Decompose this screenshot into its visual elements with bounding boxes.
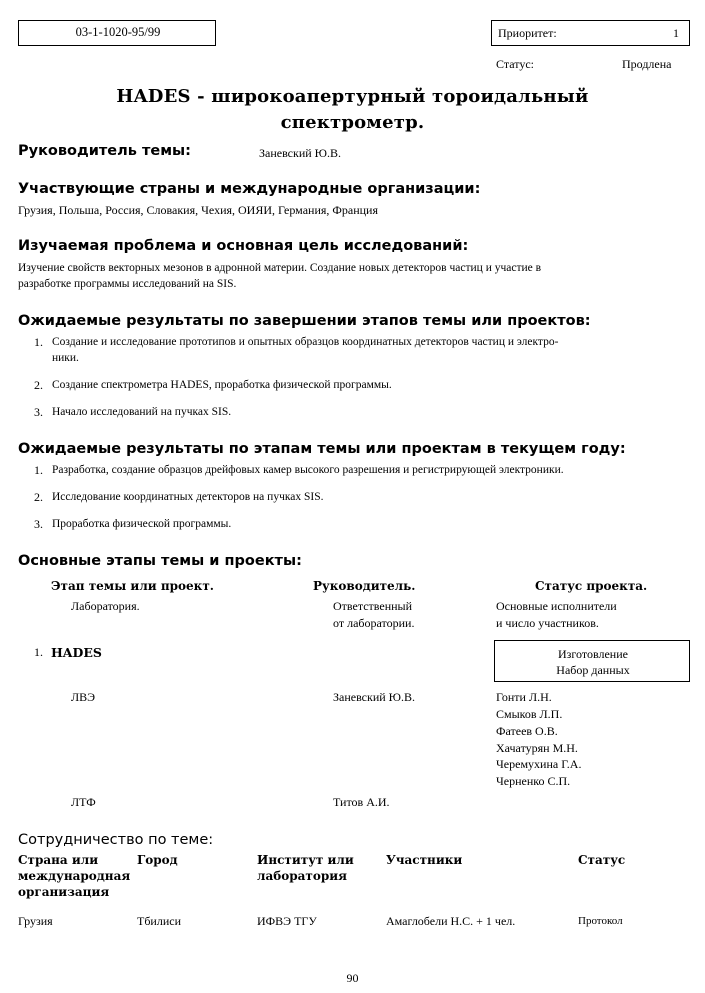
status-value: Продлена — [622, 57, 672, 71]
problem-heading: Изучаемая проблема и основная цель исследований: — [18, 238, 469, 254]
coop-col-city: Город — [137, 853, 178, 867]
project-status-line2: Набор данных — [556, 663, 630, 677]
coop-col-participants: Участники — [386, 853, 463, 867]
project-name: HADES — [51, 645, 102, 660]
coop-row-participants: Амаглобели Н.С. + 1 чел. — [386, 914, 516, 928]
coop-col-country-3: организация — [18, 885, 110, 899]
lab-lhe-person: Черненко С.П. — [496, 774, 571, 788]
stages-col-leader-header: Руководитель. — [313, 579, 416, 593]
project-number: 1. — [34, 645, 43, 659]
list-item-continuation: ники. — [52, 352, 79, 364]
lab-lhe-leader: Заневский Ю.В. — [333, 690, 416, 704]
cooperation-heading: Сотрудничество по теме: — [18, 832, 214, 848]
leader-name: Заневский Ю.В. — [259, 146, 342, 160]
stages-col-leader-sub1: Ответственный — [333, 599, 413, 613]
countries-heading: Участвующие страны и международные организации: — [18, 181, 481, 197]
topic-code: 03-1-1020-95/99 — [75, 25, 161, 39]
list-item-number: 1. — [34, 463, 43, 477]
priority-box — [491, 20, 690, 46]
stages-col-leader-sub2: от лаборатории. — [333, 616, 415, 630]
stages-heading: Основные этапы темы и проекты: — [18, 553, 302, 569]
coop-col-country-2: международная — [18, 869, 131, 883]
list-item: Создание и исследование прототипов и опытных образцов координатных детекторов частиц и электро- — [52, 336, 559, 348]
lab-lhe-person: Фатеев О.В. — [496, 724, 558, 738]
coop-col-institute-1: Институт или — [257, 853, 354, 867]
list-item-number: 1. — [34, 335, 43, 349]
page-title-line2: спектрометр. — [280, 112, 425, 133]
list-item-number: 2. — [34, 378, 43, 392]
page-number: 90 — [346, 971, 359, 985]
list-item: Создание спектрометра HADES, проработка физической программы. — [52, 379, 392, 391]
list-item: Начало исследований на пучках SIS. — [52, 406, 232, 418]
priority-label: Приоритет: — [498, 26, 557, 40]
coop-col-country-1: Страна или — [18, 853, 99, 867]
list-item: Исследование координатных детекторов на пучках SIS. — [52, 491, 324, 503]
list-item-number: 2. — [34, 490, 43, 504]
page-title-line1: HADES - широкоапертурный тороидальный — [116, 86, 589, 107]
lab-lhe: ЛВЭ — [71, 690, 96, 704]
problem-text-line1: Изучение свойств векторных мезонов в адронной материи. Создание новых детекторов частиц и участие в — [18, 262, 542, 274]
project-status-box — [494, 640, 690, 682]
coop-row-country: Грузия — [18, 914, 53, 928]
priority-value: 1 — [673, 26, 679, 40]
coop-col-status: Статус — [578, 853, 626, 867]
coop-row-status: Протокол — [578, 915, 623, 927]
lab-lhe-person: Гонти Л.Н. — [496, 690, 552, 704]
list-item-number: 3. — [34, 517, 43, 531]
problem-text-line2: разработке программы исследований на SIS. — [18, 278, 237, 290]
stages-col-status-sub1: Основные исполнители — [496, 599, 617, 613]
expected-year-heading: Ожидаемые результаты по этапам темы или проектам в текущем году: — [18, 441, 626, 457]
coop-col-institute-2: лаборатория — [257, 869, 348, 883]
leader-heading: Руководитель темы: — [18, 143, 191, 159]
stages-col-status-sub2: и число участников. — [496, 616, 599, 630]
list-item: Проработка физической программы. — [52, 518, 232, 530]
coop-row-institute: ИФВЭ ТГУ — [257, 914, 317, 928]
status-label: Статус: — [496, 57, 534, 71]
lab-ltf-leader: Титов А.И. — [333, 795, 390, 809]
lab-lhe-person: Смыков Л.П. — [496, 707, 563, 721]
countries-text: Грузия, Польша, Россия, Словакия, Чехия, ОИЯИ, Германия, Франция — [18, 203, 378, 217]
code-box — [18, 20, 216, 46]
list-item-number: 3. — [34, 405, 43, 419]
list-item: Разработка, создание образцов дрейфовых камер высокого разрешения и регистрирующей электроники. — [52, 464, 564, 476]
project-status-line1: Изготовление — [558, 647, 628, 661]
stages-col-lab-subheader: Лаборатория. — [71, 599, 140, 613]
stages-col-status-header: Статус проекта. — [535, 579, 648, 593]
expected-stages-heading: Ожидаемые результаты по завершении этапов темы или проектов: — [18, 313, 591, 329]
lab-lhe-person: Черемухина Г.А. — [496, 757, 582, 771]
lab-lhe-person: Хачатурян М.Н. — [496, 741, 578, 755]
lab-ltf: ЛТФ — [71, 795, 96, 809]
stages-col-stage-header: Этап темы или проект. — [51, 579, 214, 593]
coop-row-city: Тбилиси — [137, 914, 182, 928]
